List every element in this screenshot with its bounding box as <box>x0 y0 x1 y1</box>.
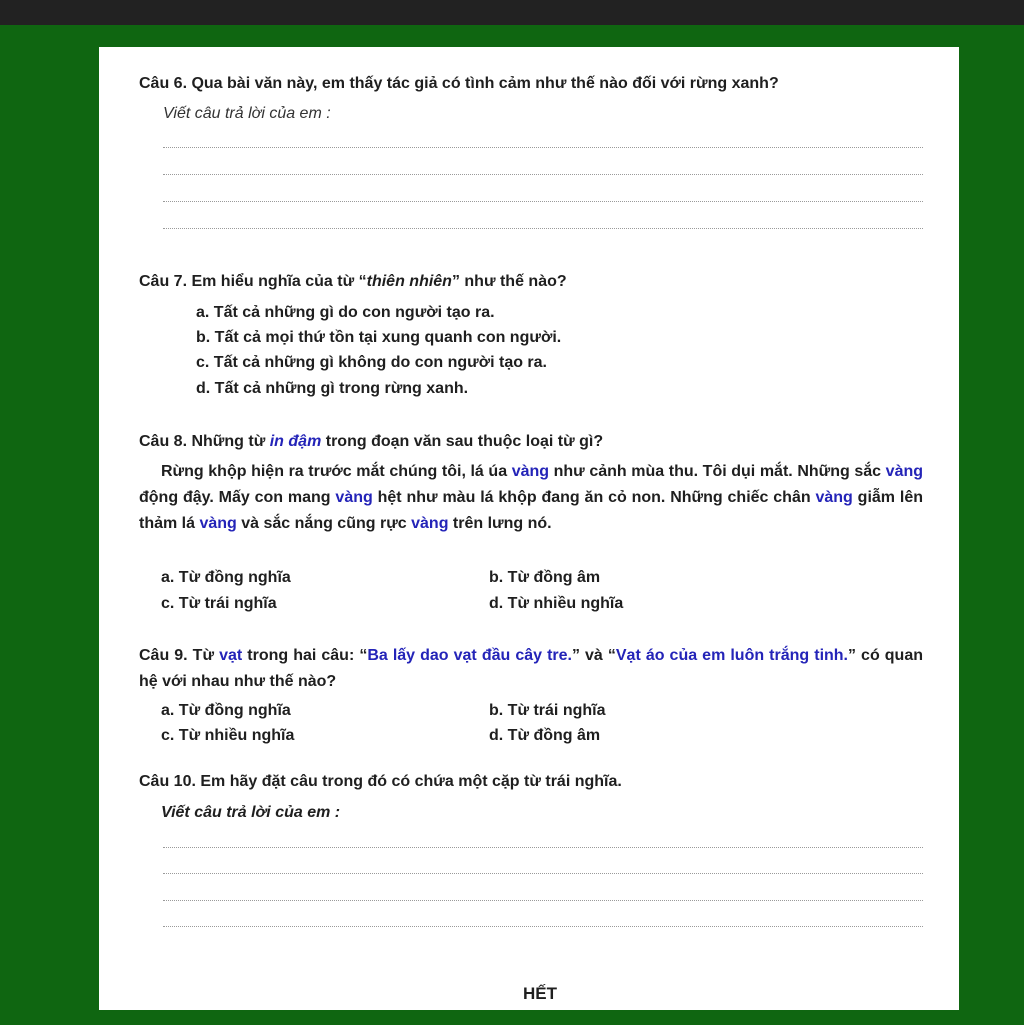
answer-line[interactable] <box>163 926 923 927</box>
bold-word: vàng <box>335 489 373 506</box>
question-9-term: vạt <box>219 647 243 664</box>
question-10-title: Câu 10. Em hãy đặt câu trong đó có chứa một cặp từ trái nghĩa. <box>139 773 622 790</box>
question-9-option-c[interactable]: c. Từ nhiều nghĩa <box>161 727 295 744</box>
question-9-title: Câu 9. Từ vạt trong hai câu: “Ba lấy dao vạt đầu cây tre.” và “Vạt áo của em luôn trắng tinh.” có quan hệ với nhau như thế nào? <box>139 647 923 690</box>
bold-word: vàng <box>199 515 237 532</box>
top-bar <box>0 0 1024 25</box>
question-7-option-d[interactable]: d. Tất cả những gì trong rừng xanh. <box>196 380 469 397</box>
worksheet-page <box>99 47 959 1010</box>
question-8-title: Câu 8. Những từ in đậm trong đoạn văn sau thuộc loại từ gì? <box>139 433 604 450</box>
answer-line[interactable] <box>163 873 923 874</box>
question-8-option-c[interactable]: c. Từ trái nghĩa <box>161 595 277 612</box>
question-7-term: thiên nhiên <box>366 273 452 290</box>
question-9-option-d[interactable]: d. Từ đồng âm <box>489 727 601 744</box>
answer-line[interactable] <box>163 147 923 148</box>
answer-line[interactable] <box>163 847 923 848</box>
question-9-sentence-1: Ba lấy dao vạt đầu cây tre. <box>367 647 572 664</box>
bold-word: vàng <box>815 489 853 506</box>
question-8-term: in đậm <box>269 433 322 450</box>
question-9-option-a[interactable]: a. Từ đồng nghĩa <box>161 702 291 719</box>
question-6-answer-prompt: Viết câu trả lời của em : <box>163 105 331 122</box>
question-7-option-c[interactable]: c. Tất cả những gì không do con người tạo ra. <box>196 354 547 371</box>
question-8-option-b[interactable]: b. Từ đồng âm <box>489 569 601 586</box>
question-9-sentence-2: Vạt áo của em luôn trắng tinh. <box>615 647 848 664</box>
question-6-title: Câu 6. Qua bài văn này, em thấy tác giả có tình cảm như thế nào đối với rừng xanh? <box>139 75 779 92</box>
answer-line[interactable] <box>163 228 923 229</box>
bold-word: vàng <box>511 463 550 480</box>
question-8-option-d[interactable]: d. Từ nhiều nghĩa <box>489 595 624 612</box>
question-10-answer-prompt: Viết câu trả lời của em : <box>161 804 341 821</box>
answer-line[interactable] <box>163 900 923 901</box>
question-7-title: Câu 7. Em hiểu nghĩa của từ “thiên nhiên” như thế nào? <box>139 273 567 290</box>
question-8-passage: Rừng khộp hiện ra trước mắt chúng tôi, lá úa vàng như cảnh mùa thu. Tôi dụi mắt. Những sắc vàng động đậy. Mấy con mang vàng hệt như màu lá khộp đang ăn cỏ non. Những chiếc chân vàng giẫm lên thảm lá vàng và sắc nắng cũng rực vàng trên lưng nó. <box>139 463 924 532</box>
bold-word: vàng <box>885 463 924 480</box>
question-7-option-a[interactable]: a. Tất cả những gì do con người tạo ra. <box>196 304 495 321</box>
answer-line[interactable] <box>163 201 923 202</box>
question-9-option-b[interactable]: b. Từ trái nghĩa <box>489 702 606 719</box>
end-mark: HẾT <box>523 984 557 1003</box>
bold-word: vàng <box>411 515 449 532</box>
answer-line[interactable] <box>163 174 923 175</box>
question-7-option-b[interactable]: b. Tất cả mọi thứ tồn tại xung quanh con người. <box>196 329 562 346</box>
question-8-option-a[interactable]: a. Từ đồng nghĩa <box>161 569 291 586</box>
